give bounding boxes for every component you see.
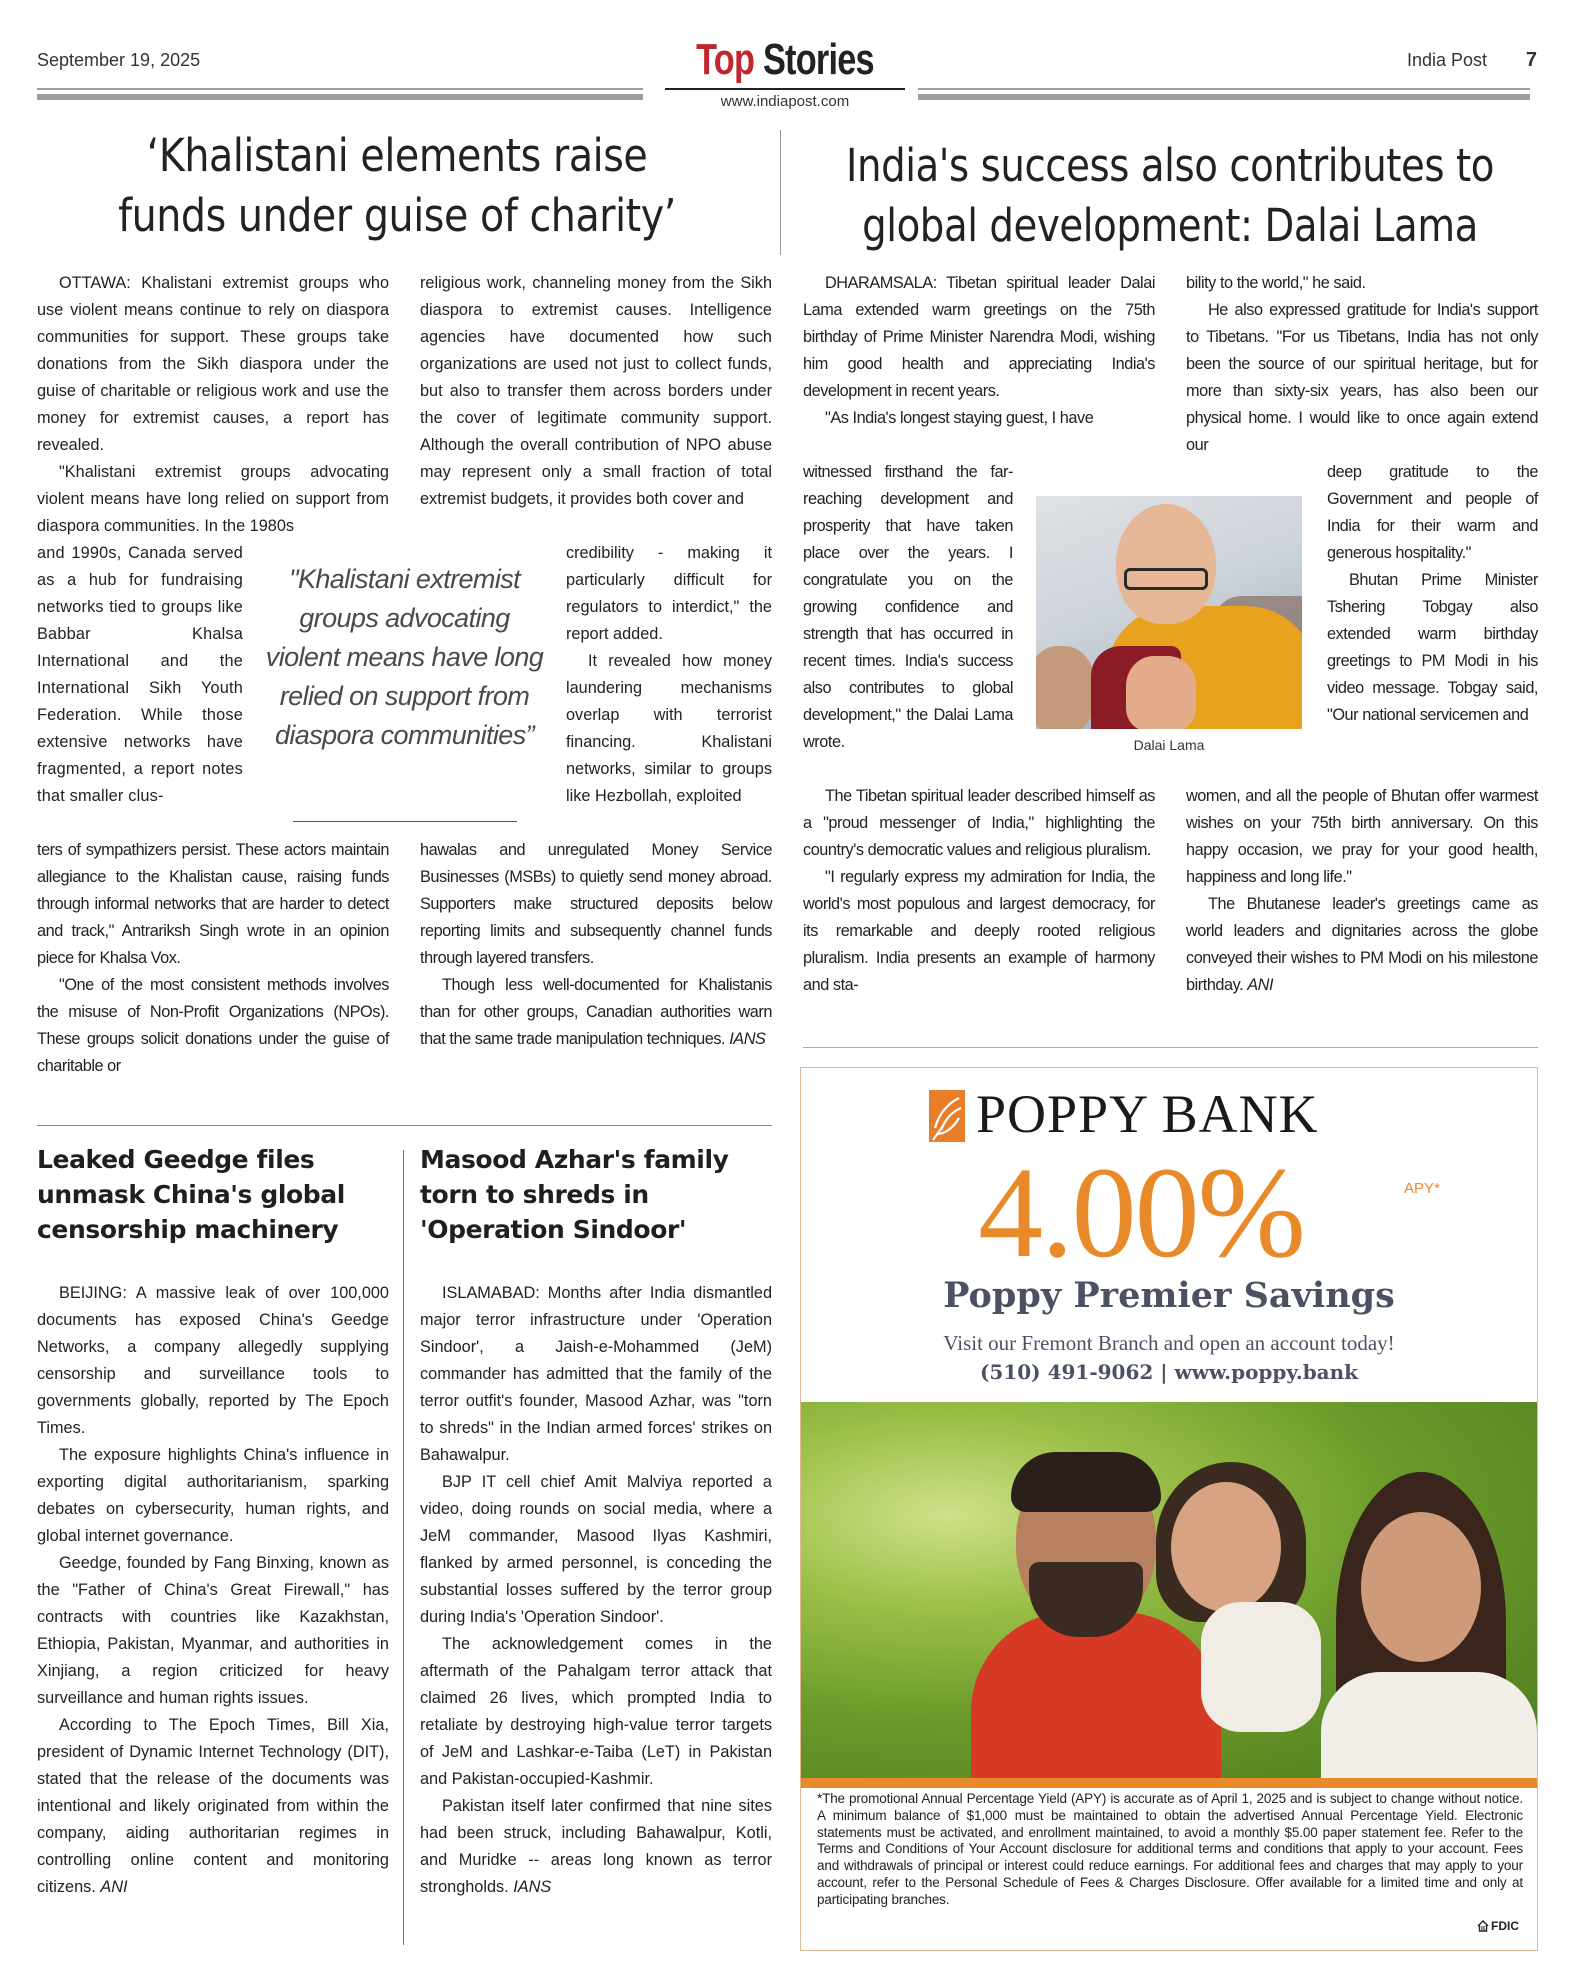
- dalai-lama-headline-line2: global development: Dalai Lama: [862, 199, 1478, 252]
- dalai-col2-top: [1186, 270, 1538, 459]
- page-number: 7: [1525, 49, 1537, 71]
- dalai-col2-wrap: [1327, 459, 1538, 729]
- ad-contact[interactable]: (510) 491-9062 | www.poppy.bank: [979, 1360, 1359, 1384]
- paragraph: hawalas and unregulated Money Service Businesses (MSBs) to quietly send money abroad. Supporters make structured deposits below reporting limits and subsequently channel funds through layered transfers.: [420, 841, 772, 967]
- paragraph: Bhutan Prime Minister Tshering Tobgay also extended warm birthday greetings to PM Modi in his video message. Tobgay said, "Our national servicemen and: [1327, 571, 1538, 724]
- khalistan-headline-line2: funds under guise of charity’: [118, 189, 676, 242]
- dalai-col1-top: [803, 270, 1155, 432]
- photo-girl-head: [1171, 1482, 1281, 1612]
- azhar-headline: Masood Azhar's family torn to shreds in 'Operation Sindoor': [420, 1145, 729, 1244]
- logo-stories-word: Stories: [762, 35, 874, 84]
- pull-quote: "Khalistani extremist groups advocating violent means have long relied on support from diaspora communities”: [265, 564, 544, 750]
- paragraph: He also expressed gratitude for India's support to Tibetans. "For us Tibetans, India has not only been the source of our spiritual heritage, but for more than sixty-six years, has also been our physical home. I would like to once again extend our: [1186, 301, 1538, 454]
- ad-family-photo: [801, 1402, 1537, 1778]
- column-divider-bottom: [403, 1150, 404, 1945]
- dalai-col1-bottom: [803, 783, 1155, 999]
- headline-divider: [780, 130, 781, 255]
- byline-credit: IANS: [513, 1878, 552, 1896]
- issue-date: September 19, 2025: [37, 50, 201, 70]
- paragraph: OTTAWA: Khalistani extremist groups who use violent means continue to rely on diaspora communities for support. These groups take donations from the Sikh diaspora under the guise of charitable or religious work and use the money for extremist causes, a report has revealed.: [37, 274, 389, 454]
- ad-product-name: Poppy Premier Savings: [943, 1275, 1395, 1316]
- photo-hands: [1126, 656, 1196, 729]
- photo-glasses: [1124, 568, 1208, 590]
- paragraph: "One of the most consistent methods involves the misuse of Non-Profit Organizations (NPOs). These groups solicit donations under the guise of charitable or: [37, 976, 389, 1075]
- khalistan-col2-top: [420, 270, 772, 513]
- paragraph: witnessed firsthand the far-reaching development and prosperity that have taken place over the years. I congratulate you on the growing confidence and strength that has occurred in recent times. India's success also contributes to global development," the Dalai Lama wrote.: [803, 463, 1013, 751]
- poppy-flower-icon: [929, 1090, 965, 1142]
- dalai-lama-headline: [843, 136, 1497, 256]
- paragraph: ISLAMABAD: Months after India dismantled major terror infrastructure under 'Operation Sindoor', a Jaish-e-Mohammed (JeM) commander has admitted that the family of the terror outfit's founder, Masood Azhar, was "torn to shreds" in the Indian armed forces' strikes on Bahawalpur.: [420, 1284, 772, 1464]
- photo-man-hair: [1011, 1452, 1161, 1512]
- paragraph: The Tibetan spiritual leader described himself as a "proud messenger of India," highlighting the country's democratic values and religious pluralism.: [803, 787, 1155, 859]
- photo-girl-shirt: [1201, 1602, 1321, 1732]
- photo-caption: Dalai Lama: [1133, 737, 1205, 753]
- khalistan-headline-line1: ‘Khalistani elements raise: [146, 129, 648, 182]
- dalai-lama-photo: [1036, 496, 1302, 729]
- ad-brand-name: POPPY BANK: [976, 1084, 1319, 1144]
- khalistan-col2-bottom: [420, 837, 772, 1053]
- khalistan-col2-wrap: [566, 540, 772, 810]
- khalistan-col1-top: [37, 270, 389, 540]
- section-divider-right: [803, 1047, 1538, 1048]
- paragraph: women, and all the people of Bhutan offer warmest wishes on your 75th birth anniversary. On this happy occasion, we pray for your good health, happiness and long life.": [1186, 787, 1538, 886]
- paragraph: "Khalistani extremist groups advocating violent means have long relied on support from diaspora communities. In the 1980s: [37, 463, 389, 535]
- dalai-col1-wrap: [803, 459, 1013, 756]
- paragraph-text: According to The Epoch Times, Bill Xia, president of Dynamic Internet Technology (DIT), stated that the release of the documents was intentional and likely originated from within the company, aiding authoritarian regimes in controlling online content and monitoring citizens.: [37, 1716, 389, 1896]
- paragraph: "I regularly express my admiration for India, the world's most populous and largest democracy, for its remarkable and deeply rooted religious pluralism. India presents an example of harmony and sta-: [803, 868, 1155, 994]
- ad-fine-print: *The promotional Annual Percentage Yield (APY) is accurate as of April 1, 2025 and is subject to change without notice. A minimum balance of $1,000 must be maintained to obtain the advertised Annual Percentage Yield. Electronic statements must be activated, and enrollment maintained, to avoid a monthly $5.00 paper statement fee. Refer to the Terms and Conditions of Your Account disclosure for additional terms and conditions that apply to your account. Fees and withdrawals of principal or interest could reduce earnings. For additional fees and charges that may apply to your account, refer to the Personal Schedule of Fees & Charges Disclosure. Offer available for a limited time and only at participating branches.: [817, 1791, 1523, 1907]
- byline-credit: IANS: [729, 1030, 766, 1048]
- photo-woman-top: [1321, 1672, 1537, 1778]
- paragraph: The acknowledgement comes in the aftermath of the Pahalgam terror attack that claimed 26 lives, which prompted India to retaliate by destroying high-value terror targets of JeM and Lashkar-e-Taiba (LeT) in Pakistan and Pakistan-occupied-Kashmir.: [420, 1635, 772, 1788]
- paragraph: It revealed how money laundering mechanisms overlap with terrorist financing. Khalistani networks, similar to groups like Hezbollah, exploited: [566, 652, 772, 805]
- paragraph: religious work, channeling money from the Sikh diaspora to extremist causes. Intelligence agencies have documented how such organizations are used not just to collect funds, but also to transfer them across borders under the cover of legitimate community support. Although the overall contribution of NPO abuse may represent only a small fraction of total extremist budgets, it provides both cover and: [420, 274, 772, 508]
- paragraph-text: Pakistan itself later confirmed that nine sites had been struck, including Bahawalpur, Kotli, and Muridke -- areas long known as terror strongholds.: [420, 1797, 772, 1896]
- paragraph: BEIJING: A massive leak of over 100,000 documents has exposed China's Geedge Networks, a company allegedly supplying censorship and surveillance tools to governments globally, reported by The Epoch Times.: [37, 1284, 389, 1437]
- section-divider-left: [37, 1125, 772, 1126]
- azhar-body: [420, 1280, 772, 1901]
- paragraph: [1186, 891, 1538, 999]
- paragraph-text: Though less well-documented for Khalistanis than for other groups, Canadian authorities warn that the same trade manipulation techniques.: [420, 976, 772, 1048]
- paragraph-text: The Bhutanese leader's greetings came as world leaders and dignitaries across the globe conveyed their wishes to PM Modi on his milestone birthday.: [1186, 895, 1538, 994]
- logo-top-word: Top: [696, 35, 755, 84]
- byline-credit: ANI: [100, 1878, 128, 1896]
- masthead-rule-right-thin: [918, 88, 1530, 90]
- ad-accent-bar: [801, 1778, 1537, 1788]
- geedge-body: [37, 1280, 389, 1901]
- masthead-rule-left-thin: [37, 88, 643, 90]
- photo-head: [1116, 504, 1216, 624]
- masthead-rule-right-thick: [918, 94, 1530, 100]
- masthead-rule-left-thick: [37, 94, 643, 100]
- paragraph: bility to the world," he said.: [1186, 274, 1366, 292]
- equal-housing-icon: [1477, 1920, 1489, 1932]
- paragraph: [420, 972, 772, 1053]
- paragraph: Geedge, founded by Fang Binxing, known as the "Father of China's Great Firewall," has contracts with countries like Kazakhstan, Ethiopia, Pakistan, Myanmar, and authorities in Xinjiang, a region criticized for heavy surveillance and human rights issues.: [37, 1554, 389, 1707]
- site-url[interactable]: www.indiapost.com: [720, 93, 850, 110]
- fdic-badge: [1477, 1919, 1519, 1933]
- paragraph: The exposure highlights China's influence in exporting digital authoritarianism, sparking debates on cybersecurity, human rights, and global internet governance.: [37, 1446, 389, 1545]
- logo-underline: [665, 88, 905, 90]
- fdic-label: FDIC: [1491, 1919, 1519, 1933]
- paragraph: BJP IT cell chief Amit Malviya reported a video, doing rounds on social media, where a JeM commander, Masood Ilyas Kashmiri, flanked by armed personnel, is conceding the substantial losses suffered by the terror group during India's 'Operation Sindoor'.: [420, 1473, 772, 1626]
- khalistan-col1-bottom: [37, 837, 389, 1080]
- byline-credit: ANI: [1247, 976, 1274, 994]
- paragraph: [37, 1712, 389, 1901]
- ad-rate: 4.00%: [978, 1141, 1304, 1285]
- paragraph: "As India's longest staying guest, I have: [825, 409, 1094, 427]
- paragraph: DHARAMSALA: Tibetan spiritual leader Dalai Lama extended warm greetings on the 75th birthday of Prime Minister Narendra Modi, wishing him good health and appreciating India's development in recent years.: [803, 274, 1155, 400]
- ad-apy-label: APY*: [1404, 1180, 1440, 1197]
- paragraph: deep gratitude to the Government and people of India for their warm and generous hospitality.": [1327, 463, 1538, 562]
- pull-quote-rule: [293, 821, 517, 822]
- geedge-headline: Leaked Geedge files unmask China's global censorship machinery: [37, 1145, 345, 1244]
- photo-background-person: [1036, 646, 1096, 729]
- paragraph: [420, 1793, 772, 1901]
- dalai-lama-headline-line1: India's success also contributes to: [845, 139, 1495, 192]
- photo-woman-head: [1361, 1512, 1481, 1662]
- paper-name: India Post: [1406, 50, 1487, 70]
- section-logo: [691, 36, 878, 84]
- paragraph: credibility - making it particularly difficult for regulators to interdict," the report added.: [566, 544, 772, 643]
- paragraph: and 1990s, Canada served as a hub for fundraising networks tied to groups like Babbar Khalsa International and the International Sikh Youth Federation. While those extensive networks have fragmented, a report notes that smaller clus-: [37, 544, 243, 805]
- poppy-bank-ad[interactable]: [800, 1067, 1538, 1951]
- ad-tagline: Visit our Fremont Branch and open an account today!: [943, 1331, 1395, 1355]
- paragraph: ters of sympathizers persist. These actors maintain allegiance to the Khalistan cause, raising funds through informal networks that are harder to detect and track," Antrariksh Singh wrote in an opinion piece for Khalsa Vox.: [37, 841, 389, 967]
- dalai-col2-bottom: [1186, 783, 1538, 999]
- khalistan-headline: [76, 126, 718, 246]
- khalistan-col1-wrap: [37, 540, 243, 810]
